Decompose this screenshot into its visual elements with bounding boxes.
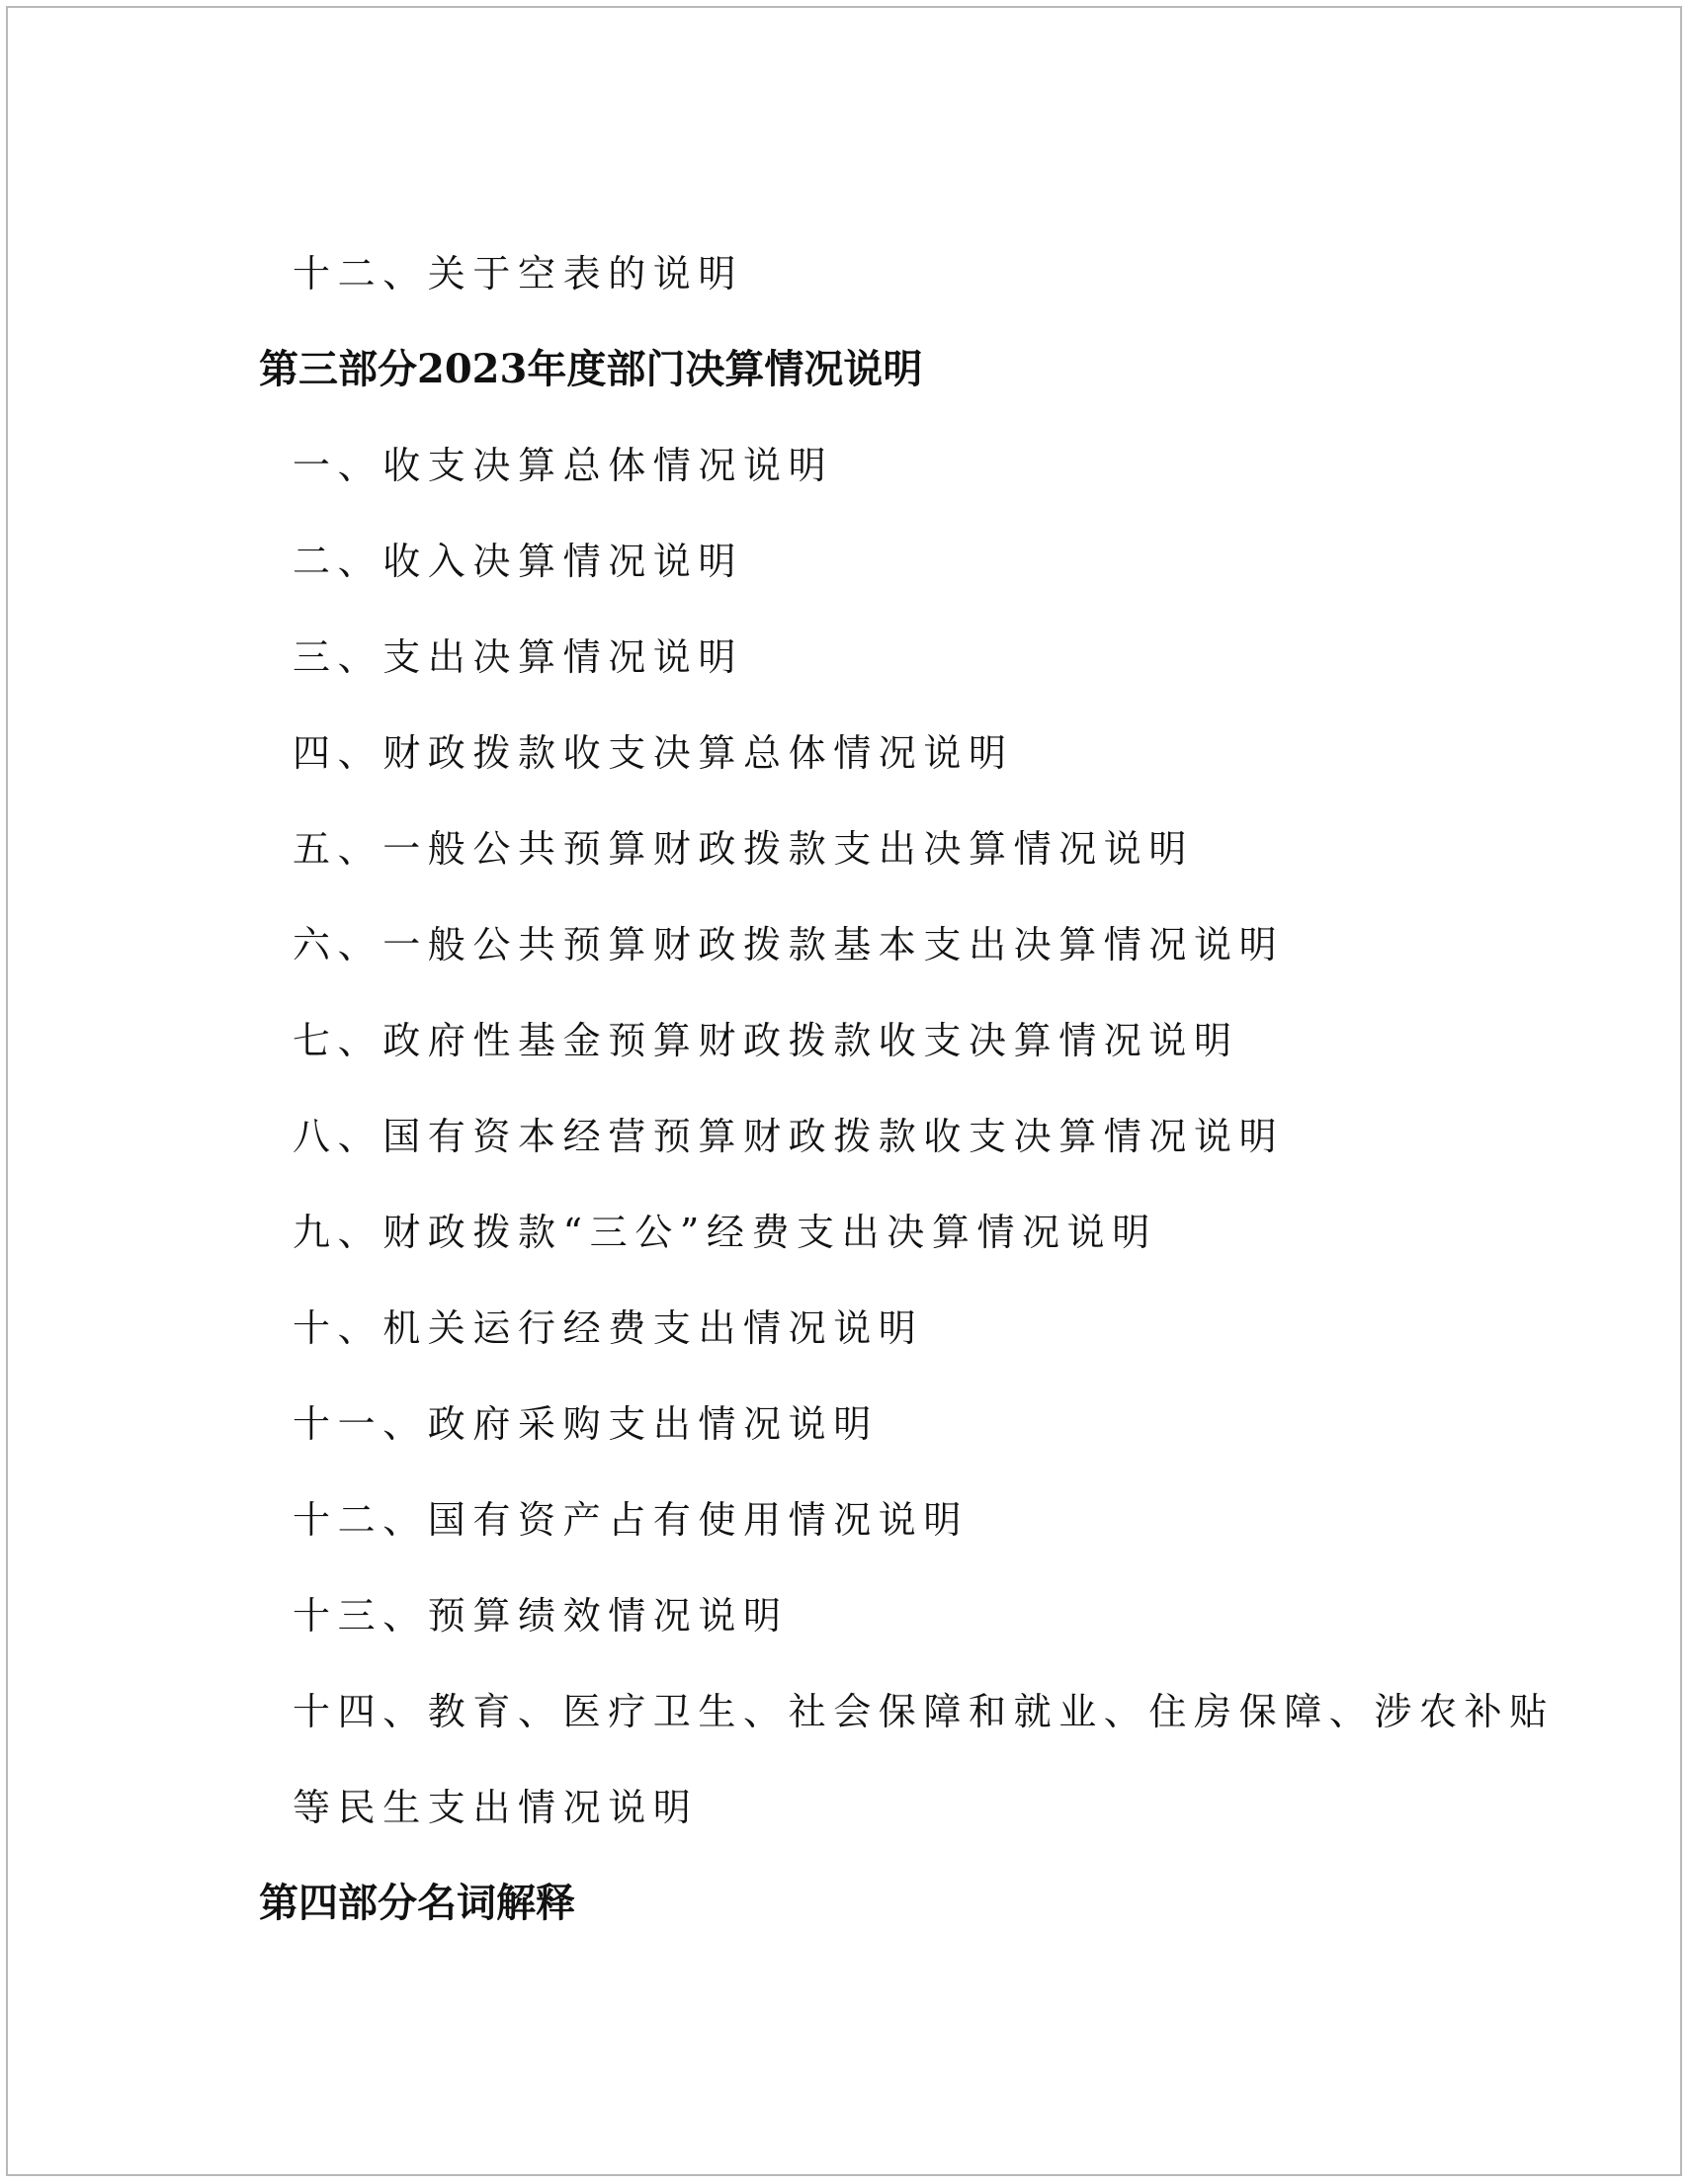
toc-item: 十、机关运行经费支出情况说明 bbox=[293, 1306, 924, 1350]
toc-item: 七、政府性基金预算财政拨款收支决算情况说明 bbox=[293, 1019, 1239, 1062]
toc-item: 一、收支决算总体情况说明 bbox=[293, 444, 834, 487]
table-of-contents bbox=[8, 8, 1680, 2174]
toc-item: 四、财政拨款收支决算总体情况说明 bbox=[293, 731, 1014, 775]
toc-item: 十四、教育、医疗卫生、社会保障和就业、住房保障、涉农补贴 bbox=[293, 1690, 1555, 1733]
toc-part-4-title: 第四部分名词解释 bbox=[259, 1880, 575, 1926]
toc-item: 十二、国有资产占有使用情况说明 bbox=[293, 1498, 970, 1542]
toc-item-empty-tables: 十二、关于空表的说明 bbox=[293, 252, 744, 295]
toc-item: 十三、预算绩效情况说明 bbox=[293, 1594, 789, 1638]
document-page bbox=[6, 6, 1682, 2176]
toc-item: 五、一般公共预算财政拨款支出决算情况说明 bbox=[293, 827, 1195, 871]
toc-item: 六、一般公共预算财政拨款基本支出决算情况说明 bbox=[293, 923, 1285, 966]
toc-item: 十一、政府采购支出情况说明 bbox=[293, 1402, 879, 1446]
toc-item: 八、国有资本经营预算财政拨款收支决算情况说明 bbox=[293, 1115, 1285, 1158]
toc-item: 二、收入决算情况说明 bbox=[293, 540, 744, 583]
toc-item: 三、支出决算情况说明 bbox=[293, 635, 744, 679]
toc-item: 九、财政拨款“三公”经费支出决算情况说明 bbox=[293, 1211, 1157, 1254]
toc-item-continuation: 等民生支出情况说明 bbox=[293, 1786, 699, 1829]
toc-part-3-title: 第三部分2023年度部门决算情况说明 bbox=[259, 346, 923, 392]
